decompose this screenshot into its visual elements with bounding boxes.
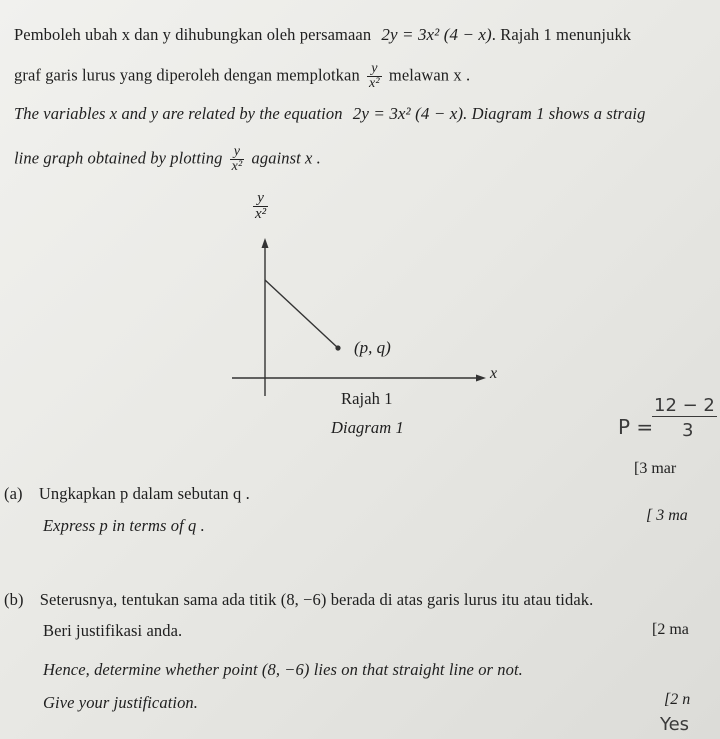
graph-line [265, 280, 338, 348]
question-b-bm-1: (b) Seterusnya, tentukan sama ada titik (8, −6) berada di atas garis lurus itu atau tidak. [4, 590, 594, 609]
question-b-label: (b) [4, 590, 24, 609]
marks-a-bm: [3 mar [634, 460, 677, 477]
intro-bm-line-2: graf garis lurus yang diperoleh dengan memplotkan $\frac{y}{\text{x²}}$ melawan x . [14, 61, 471, 91]
handwritten-answer: Yes [660, 714, 690, 735]
fraction-y-over-x2-en: $\frac{y}{\text{x²}}$ [231, 144, 243, 174]
fraction-y-over-x2-bm: $\frac{y}{\text{x²}}$ [369, 61, 380, 91]
y-axis [262, 238, 269, 396]
intro-bm-line-1: Pemboleh ubah x dan y dihubungkan oleh persamaan 2y = 3x² (4 − x). Rajah 1 menunjukk [14, 25, 632, 44]
handwritten-p-numerator: 12 − 2 [654, 395, 715, 416]
handwritten-p-denominator: 3 [682, 420, 694, 441]
intro-en-line-2: line graph obtained by plotting $\frac{y}{\text{x²}}$ against x . [14, 144, 321, 174]
equation-bm: 2y = 3x² (4 − x) [381, 25, 492, 44]
caption-en: Diagram 1 [331, 418, 404, 437]
marks-a-en: [ 3 ma [646, 507, 688, 524]
point-label: (p, q) [354, 338, 391, 357]
question-b-en-2: Give your justification. [43, 693, 199, 712]
question-a-en: Express p in terms of q . [43, 516, 205, 535]
handwritten-p-lhs: P = [618, 415, 654, 439]
y-axis-label: $\frac{y}{\text{x²}}$ [255, 190, 267, 222]
x-axis-label: x [490, 365, 498, 382]
point-marker [335, 345, 340, 350]
question-b-en-1: Hence, determine whether point (8, −6) lies on that straight line or not. [43, 660, 523, 679]
equation-en: 2y = 3x² (4 − x) [352, 104, 464, 123]
caption-bm: Rajah 1 [341, 389, 393, 408]
marks-b-en: [2 n [664, 691, 691, 708]
intro-en-line-1: The variables x and y are related by the equation 2y = 3x² (4 − x). Diagram 1 shows a straig [14, 104, 646, 123]
marks-b-bm: [2 ma [652, 621, 689, 638]
question-b-bm-2: Beri justifikasi anda. [43, 621, 183, 640]
question-a-bm: (a) Ungkapkan p dalam sebutan q . [4, 484, 250, 503]
x-axis [232, 375, 486, 382]
question-a-label: (a) [4, 484, 23, 503]
